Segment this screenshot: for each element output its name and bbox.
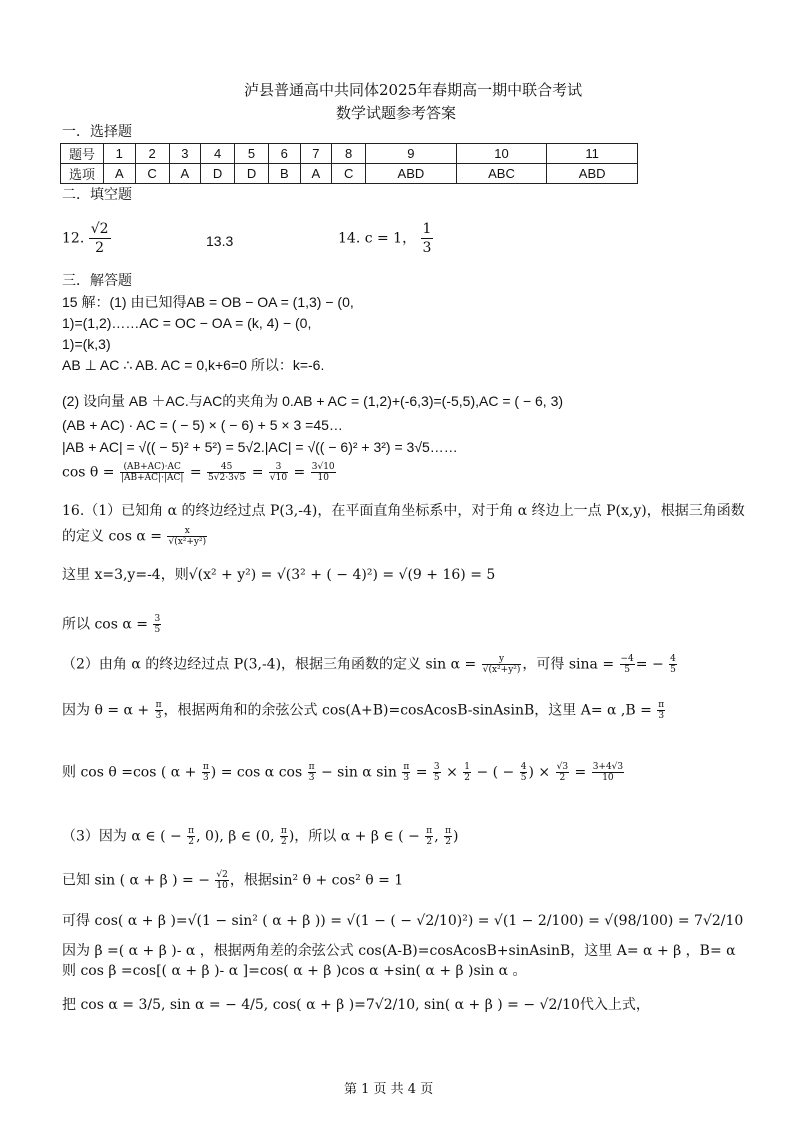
q16-line11: 因为 β =( α + β )- α ，根据两角差的余弦公式 cos(A-B)=cosAcosB+sinAsinB，这里 A= α + β ，B= α: [62, 943, 736, 959]
q15-line5: (2) 设向量 AB ＋AC.与AC的夹角为 0.AB + AC = (1,2)+(-6,3)=(-5,5),AC = ( − 6, 3): [62, 393, 564, 409]
q16-line1: 16.（1）已知角 α 的终边经过点 P(3,-4)，在平面直角坐标系中，对于角 α 终边上一点 P(x,y)，根据三角函数: [62, 503, 745, 519]
answer-q14: 14. c = 1， $\frac{1}{3}$: [338, 221, 432, 256]
section-heading-choice: 一．选择题: [62, 124, 132, 140]
page-footer: 第 1 页 共 4 页: [344, 1082, 434, 1097]
table-cell-label: 题号: [61, 144, 104, 164]
q16-line8: （3）因为 α ∈ ( − $\frac{\pi}{2}$ , 0), β ∈ (0, $\frac{\pi}{2}$ )，所以 α + β ∈ ( − $\frac{\pi}{2}$ , $\frac{\pi}{2}$ ): [62, 826, 459, 847]
doc-title-line2: 数学试题参考答案: [336, 104, 457, 122]
section-heading-fill: 二．填空题: [62, 187, 132, 203]
q16-line7: 则 cos θ =cos ( α + $\frac{\pi}{3}$ ) = cos α cos $\frac{\pi}{3}$ − sin α sin $\frac{\pi}{3}$ = $\frac{3}{5}$ × $\frac{1}{2}$ − ( − $\frac{4}{5}$ ) × $\frac{√3}{2}$ = $\frac{3+4√3}{10}$: [62, 762, 624, 783]
q15-line8: cos θ = $\frac{(AB+AC)\cdot AC}{|AB+AC|\cdot|AC|}$ = $\frac{45}{5√2\cdot 3√5}$ = $\frac{3}{√10}$ = $\frac{3√10}{10}$: [62, 462, 335, 483]
q15-line4: AB ⊥ AC ∴ AB. AC = 0,k+6=0 所以：k=-6.: [62, 357, 325, 373]
q16-line6: 因为 θ = α + $\frac{\pi}{3}$ ，根据两角和的余弦公式 cos(A+B)=cosAcosB-sinAsinB，这里 A= α ,B = $\frac{\pi}{3}$: [62, 700, 665, 721]
answer-table: [60, 143, 638, 184]
answer-q12: 12. $\frac{√2}{2}$: [62, 221, 109, 256]
q15-line1: 15 解：(1) 由已知得AB = OB − OA = (1,3) − (0,: [62, 294, 354, 310]
q16-line13: 把 cos α = 3/5, sin α = − 4/5, cos( α + β )=7√2/10, sin( α + β ) = − √2/10代入上式，: [62, 997, 650, 1013]
table-row-numbers: 题号 1 2 3 4 5 6 7 8 9 10 11: [61, 144, 638, 164]
q15-line2: 1)=(1,2)……AC = OC − OA = (k, 4) − (0,: [62, 315, 312, 331]
section-heading-solve: 三．解答题: [62, 273, 132, 289]
q16-line4: 所以 cos α = $\frac{3}{5}$: [62, 614, 161, 635]
q16-line5: （2）由角 α 的终边经过点 P(3,-4)，根据三角函数的定义 sin α = $\frac{y}{\text{√(x²+y²)}}$ ，可得 sina = $\frac{-4}{5}$ = − $\frac{4}{5}$: [62, 654, 676, 675]
answer-q13: 13.3: [206, 233, 234, 249]
table-row-answers: 选项 A C A D D B A C ABD ABC ABD: [61, 164, 638, 184]
q16-line3: 这里 x=3,y=-4，则√(x² + y²) = √(3² + ( − 4)²) = √(9 + 16) = 5: [62, 567, 496, 583]
doc-title-line1: 泸县普通高中共同体2025年春期高一期中联合考试: [244, 81, 583, 99]
q15-line3: 1)=(k,3): [62, 336, 111, 352]
q16-line10: 可得 cos( α + β )=√(1 − sin² ( α + β )) = √(1 − ( − √2/10)²) = √(1 − 2/100) = √(98/100) = 7√2/10: [62, 913, 744, 929]
q16-line12: 则 cos β =cos[( α + β )- α ]=cos( α + β )cos α +sin( α + β )sin α 。: [62, 963, 527, 979]
q16-line2: 的定义 cos α = $\frac{x}{\text{√(x²+y²)}}$: [62, 526, 207, 547]
q15-line6: (AB + AC) · AC = ( − 5) × ( − 6) + 5 × 3 =45…: [62, 417, 343, 433]
table-cell-label: 选项: [61, 164, 104, 184]
q16-line9: 已知 sin ( α + β ) = − $\frac{√2}{10}$ ，根据sin² θ + cos² θ = 1: [62, 870, 404, 891]
q15-line7: |AB + AC| = √(( − 5)² + 5²) = 5√2.|AC| = √(( − 6)² + 3²) = 3√5……: [62, 439, 458, 455]
